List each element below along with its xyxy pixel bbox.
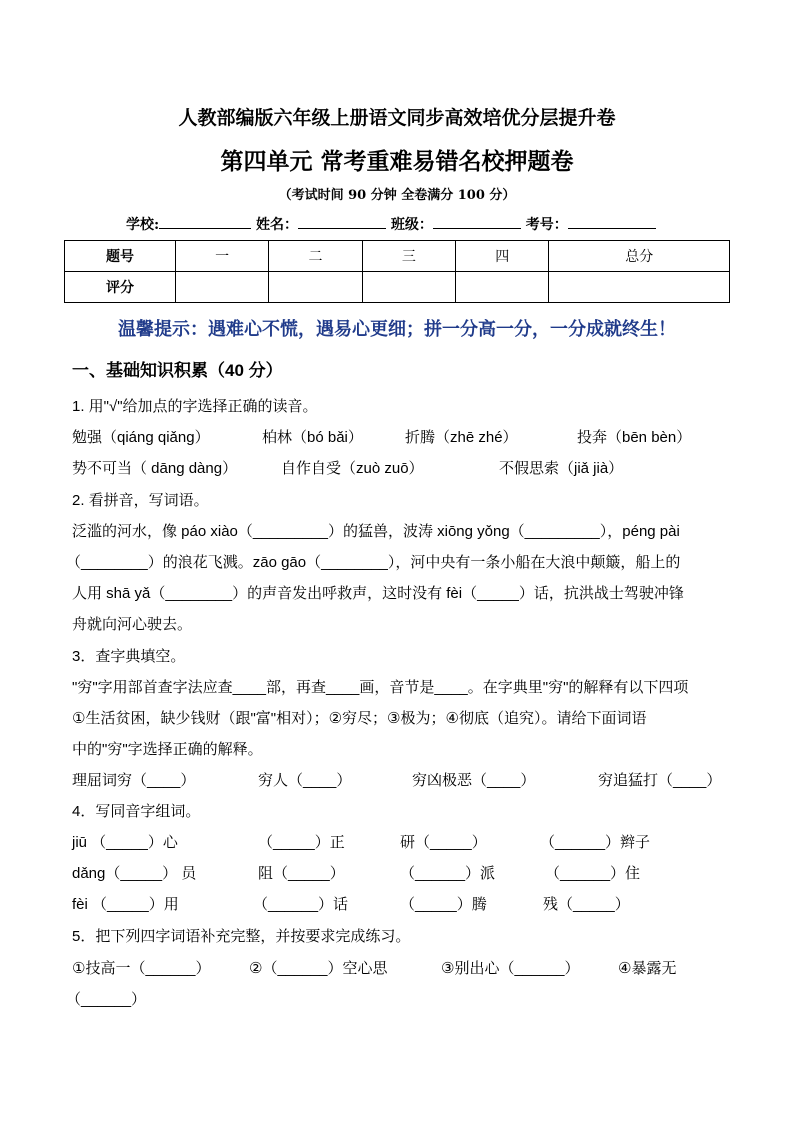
q3-item: 穷追猛打（____） — [598, 772, 722, 789]
paper-title: 人教部编版六年级上册语文同步高效培优分层提升卷 — [178, 107, 616, 129]
class-field[interactable] — [433, 214, 521, 229]
q3-line: 中的"穷"字选择正确的解释。 — [72, 741, 263, 758]
table-cell: 四 — [456, 241, 549, 272]
score-table — [64, 240, 730, 303]
q4-item: 残（_____） — [543, 896, 630, 913]
q3-item: 穷人（____） — [258, 772, 352, 789]
q2-line: 泛滥的河水，像 páo xiào（_________）的猛兽，波涛 xiōng yǒng（_________），péng pài — [72, 523, 680, 540]
q4-item: jiū （_____）心 — [72, 834, 178, 851]
name-label: 姓名： — [256, 217, 299, 233]
q5-item: ①技高一（______） — [72, 960, 211, 977]
table-cell: 三 — [362, 241, 455, 272]
question-2-prompt: 2. 看拼音，写词语。 — [72, 492, 209, 509]
q5-item-wrap: （______） — [66, 991, 147, 1008]
score-table-header-row — [65, 241, 730, 272]
table-cell: 题号 — [65, 241, 176, 272]
class-label: 班级： — [390, 217, 433, 233]
q1-item: 投奔（bēn bèn） — [577, 429, 692, 446]
number-label: 考号： — [525, 217, 568, 233]
q4-item: （______）住 — [545, 865, 641, 882]
q4-item: dǎng（_____） 员 — [72, 865, 197, 882]
q4-item: （______）派 — [400, 865, 496, 882]
question-4-prompt: 4．写同音字组词。 — [72, 803, 201, 820]
question-1-prompt: 1. 用"√"给加点的字选择正确的读音。 — [72, 398, 318, 415]
name-field[interactable] — [298, 214, 386, 229]
q5-item: ②（______）空心思 — [249, 960, 388, 977]
q1-item: 不假思索（jiǎ jià） — [499, 460, 624, 477]
q4-item: （_____）腾 — [400, 896, 487, 913]
q1-item: 势不可当（ dāng dàng） — [72, 460, 238, 477]
section-heading: 一、基础知识积累（40 分） — [72, 361, 283, 380]
table-cell: 评分 — [65, 272, 176, 303]
score-table-score-row — [65, 272, 730, 303]
school-label: 学校: — [126, 217, 160, 233]
q3-line: ①生活贫困，缺少钱财（跟"富"相对）；②穷尽；③极为；④彻底（追究）。请给下面词语 — [72, 710, 647, 727]
q4-item: （______）辫子 — [540, 834, 651, 851]
q4-item: （______）话 — [253, 896, 349, 913]
q1-item: 柏林（bó bǎi） — [262, 429, 363, 446]
q5-item: ③别出心（______） — [441, 960, 580, 977]
score-cell[interactable] — [456, 272, 549, 303]
q4-item: 研（_____） — [400, 834, 487, 851]
q2-line: （________）的浪花飞溅。zāo gāo（________），河中央有一条小船在大浪中颠簸，船上的 — [66, 554, 681, 571]
number-field[interactable] — [568, 214, 656, 229]
q2-line: 人用 shā yǎ（________）的声音发出呼救声，这时没有 fèi（_____）话，抗洪战士驾驶冲锋 — [72, 585, 684, 602]
exam-info: （考试时间 90 分钟 全卷满分 100 分） — [278, 188, 516, 203]
q3-item: 理屈词穷（____） — [72, 772, 196, 789]
table-cell: 一 — [176, 241, 269, 272]
q1-item: 勉强（qiáng qiǎng） — [72, 429, 210, 446]
q1-item: 折腾（zhē zhé） — [405, 429, 518, 446]
q4-item: fèi （_____）用 — [72, 896, 179, 913]
q5-item: ④暴露无 — [618, 960, 677, 977]
table-cell: 总分 — [549, 241, 730, 272]
q4-item: 阻（_____） — [258, 865, 345, 882]
score-cell[interactable] — [269, 272, 362, 303]
question-3-prompt: 3．查字典填空。 — [72, 648, 186, 665]
q1-item: 自作自受（zuò zuō） — [281, 460, 424, 477]
student-info-row — [126, 214, 656, 234]
school-field[interactable] — [159, 214, 251, 229]
question-5-prompt: 5．把下列四字词语补充完整，并按要求完成练习。 — [72, 928, 411, 945]
unit-title: 第四单元 常考重难易错名校押题卷 — [220, 148, 574, 175]
table-cell: 二 — [269, 241, 362, 272]
score-cell[interactable] — [549, 272, 730, 303]
score-cell[interactable] — [362, 272, 455, 303]
warm-tip: 温馨提示：遇难心不慌，遇易心更细；拼一分高一分，一分成就终生！ — [118, 319, 676, 339]
q2-line: 舟就向河心驶去。 — [72, 616, 193, 633]
score-cell[interactable] — [176, 272, 269, 303]
q4-item: （_____）正 — [258, 834, 345, 851]
q3-item: 穷凶极恶（____） — [412, 772, 536, 789]
q3-line: "穷"字用部首查字法应查____部，再查____画，音节是____。在字典里"穷"的解释有以下四项 — [72, 679, 689, 696]
